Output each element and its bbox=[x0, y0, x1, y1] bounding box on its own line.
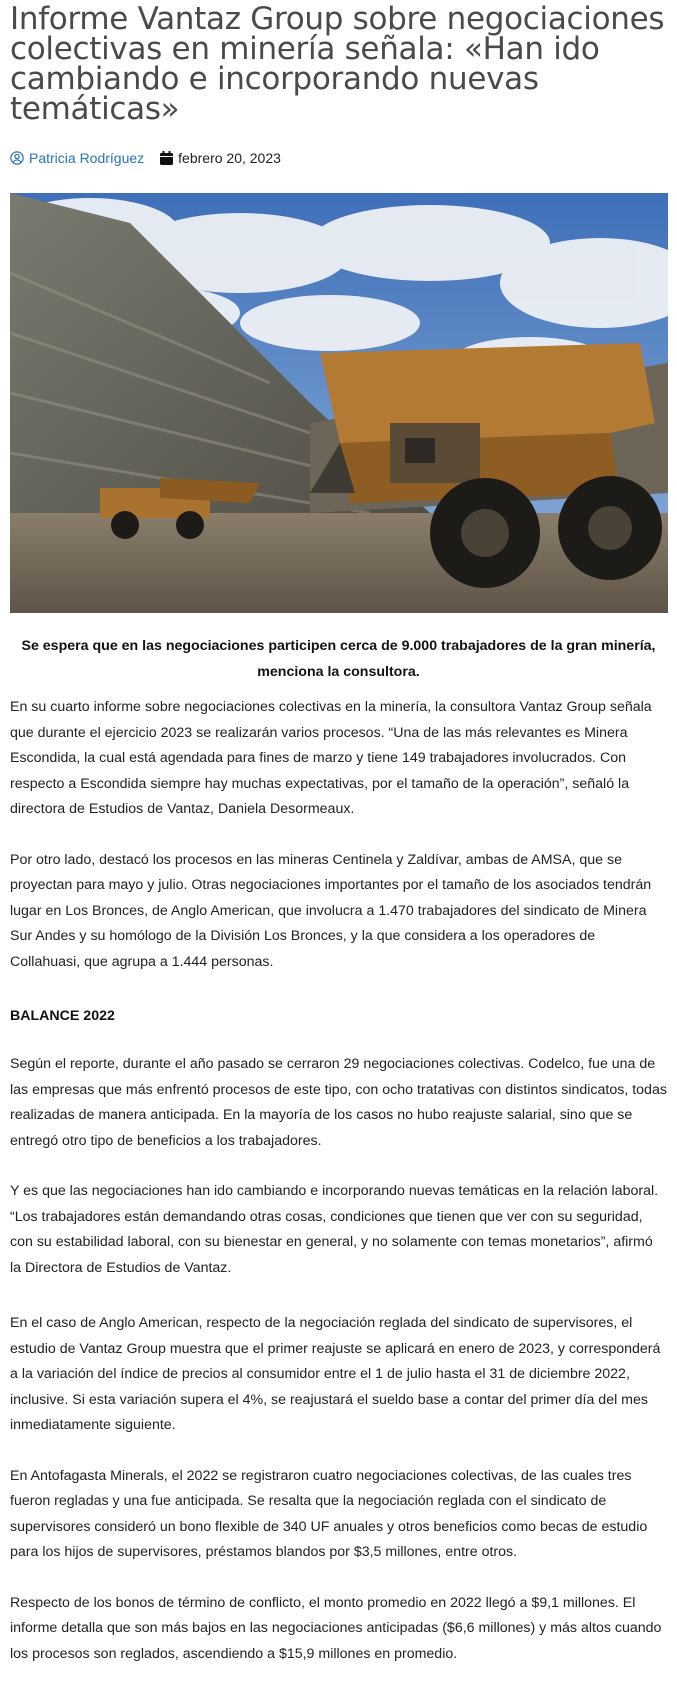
paragraph: En el caso de Anglo American, respecto de la negociación reglada del sindicato de supervisores, el estudio de Vantaz Group muestra que el primer reajuste se aplicará en enero de 2023, y corresponderá a la variación del índice de precios al consumidor entre el 1 de julio hasta el 31 de diciembre 2022, inclusive. Si esta variación supera el 4%, se reajustará el sueldo base a contar del primer día del mes inmediatamente siguiente. bbox=[10, 1315, 661, 1433]
paragraph: En Antofagasta Minerals, el 2022 se registraron cuatro negociaciones colectivas, de las cuales tres fueron regladas y una fue anticipada. Se resalta que la negociación reglada con el sindicato de supervisores consideró un bono flexible de 340 UF anuales y otros beneficios como becas de estudio para los hijos de supervisores, préstamos blandos por $3,5 millones, entre otros. bbox=[10, 1467, 648, 1560]
calendar-icon bbox=[160, 151, 173, 165]
hero-image bbox=[10, 193, 668, 613]
paragraph: En su cuarto informe sobre negociaciones colectivas en la minería, la consultora Vantaz Group señala que durante el ejercicio 2023 se realizarán varios procesos. “Una de las más relevantes es Minera Escondida, la cual está agendada para fines de marzo y tiene 149 trabajadores involucrados. Con respecto a Escondida siempre hay muchas expectativas, por el tamaño de la operación”, señaló la directora de Estudios de Vantaz, Daniela Desormeaux. bbox=[10, 699, 652, 817]
author-name: Patricia Rodríguez bbox=[29, 150, 145, 166]
paragraph: Según el reporte, durante el año pasado se cerraron 29 negociaciones colectivas. Codelco, fue una de las empresas que más enfrentó procesos de este tipo, con ocho tratativas con distintos sindicatos, todas realizadas de manera anticipada. En la mayoría de los casos no hubo reajuste salarial, sino que se entregó otro tipo de beneficios a los trabajadores. bbox=[10, 1056, 667, 1149]
paragraph: Y es que las negociaciones han ido cambiando e incorporando nuevas temáticas en la relación laboral. “Los trabajadores están demandando otras cosas, condiciones que tienen que ver con su seguridad, con su estabilidad laboral, con su bienestar en general, y no solamente con temas monetarios”, afirmó la Directora de Estudios de Vantaz. bbox=[10, 1183, 659, 1276]
article-title: Informe Vantaz Group sobre negociaciones colectivas en minería señala: «Han ido cambiando e incorporando nuevas temáticas» bbox=[10, 1, 665, 127]
article-lead: Se espera que en las negociaciones participen cerca de 9.000 trabajadores de la gran minería, menciona la consultora. bbox=[21, 638, 656, 680]
paragraph: Respecto de los bonos de término de conflicto, el monto promedio en 2022 llegó a $9,1 millones. El informe detalla que son más bajos en las negociaciones anticipadas ($6,6 millones) y más altos cuando los procesos son reglados, ascendiendo a $15,9 millones en promedio. bbox=[10, 1594, 662, 1662]
article bbox=[0, 1, 677, 1667]
date-text: febrero 20, 2023 bbox=[178, 150, 281, 166]
paragraph: Por otro lado, destacó los procesos en las mineras Centinela y Zaldívar, ambas de AMSA, que se proyectan para mayo y julio. Otras negociaciones importantes por el tamaño de los asociados tendrán lugar en Los Bronces, de Anglo American, que involucra a 1.470 trabajadores del sindicato de Minera Sur Andes y su homólogo de la División Los Bronces, y la que considera a los operadores de Collahuasi, que agrupa a 1.444 personas. bbox=[10, 851, 652, 970]
author-link[interactable] bbox=[10, 150, 144, 166]
publish-date bbox=[160, 150, 281, 166]
section-heading: BALANCE 2022 bbox=[10, 1008, 115, 1024]
user-circle-icon bbox=[10, 151, 24, 165]
article-meta bbox=[10, 149, 667, 167]
